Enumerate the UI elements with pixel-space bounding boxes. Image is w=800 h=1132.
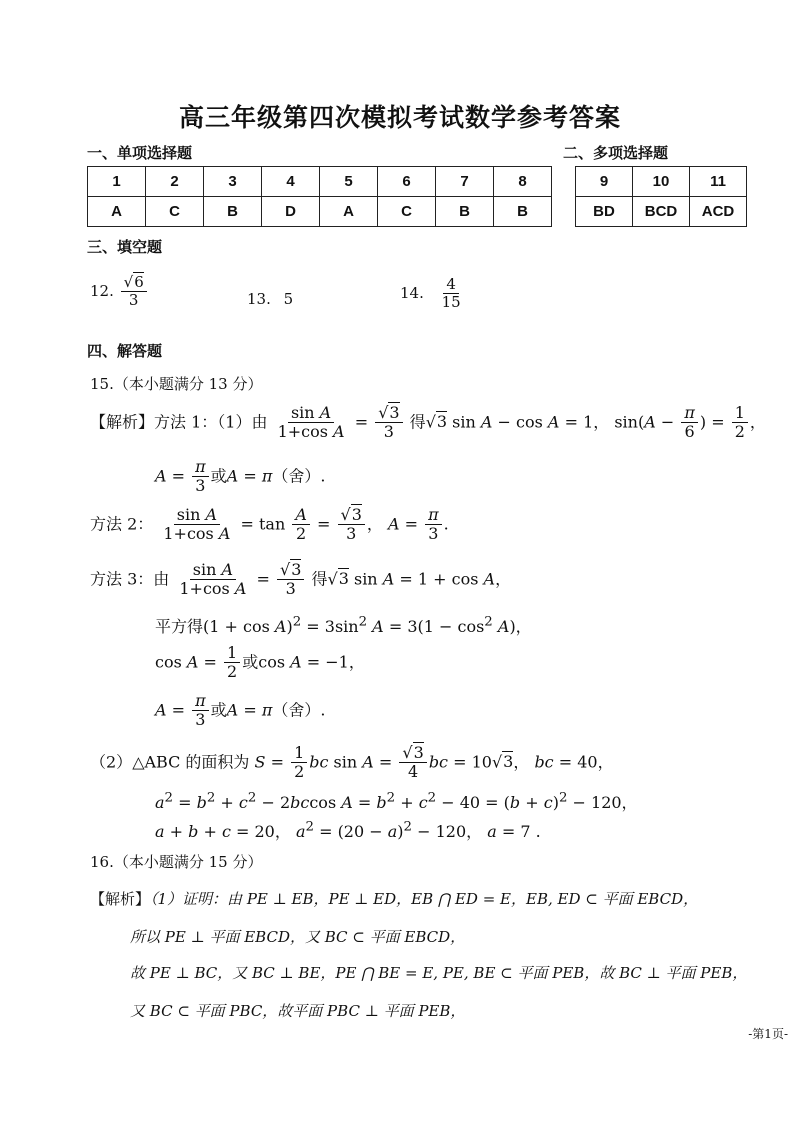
q16-line-4: 又 BC ⊂ 平面 PBC，故平面 PBC ⊥ 平面 PEB， <box>130 1002 466 1020</box>
question-15-header: 15.（本小题满分 13 分） <box>90 375 263 393</box>
table-cell: A <box>88 197 146 227</box>
table-cell: 11 <box>690 167 747 197</box>
table-cell: ACD <box>690 197 747 227</box>
text-de: 得 <box>311 569 328 589</box>
page-title: 高三年级第四次模拟考试数学参考答案 <box>178 103 621 132</box>
multi-choice-table <box>575 166 747 227</box>
method-label: 方法 2： <box>90 514 154 534</box>
table-row <box>88 167 552 197</box>
table-cell: BCD <box>633 197 690 227</box>
table-cell: C <box>146 197 204 227</box>
q15-method3-cos: cos A = $\frac{1}{2}$ 或cos A = −1， <box>155 643 365 682</box>
q15-method3-result: A = $\frac{\pi}{3}$ 或A = π（舍）. <box>155 691 326 730</box>
fill-answer-12: 12. $\frac{√6}{3}$ <box>90 274 149 310</box>
table-cell: B <box>436 197 494 227</box>
single-choice-table <box>87 166 552 227</box>
q16-line-3: 故 PE ⊥ BC，又 BC ⊥ BE，PE ⋂ BE = E, PE, BE ⊂ 平面 PEB，故 BC ⊥ 平面 PEB， <box>130 964 748 982</box>
table-cell: C <box>378 197 436 227</box>
analysis-label: 【解析】 <box>90 890 151 908</box>
text-square: 平方得 <box>155 617 204 636</box>
fill-answer-13 <box>247 290 293 308</box>
table-cell: 3 <box>204 167 262 197</box>
q15-method3-square: 平方得$(1 + \cos A)^2 = 3\sin^2$ $A = 3(1 - \cos^2 A)$， <box>155 614 532 636</box>
table-cell: 8 <box>494 167 552 197</box>
table-cell: 6 <box>378 167 436 197</box>
question-number: 12. <box>90 281 114 300</box>
table-row <box>576 197 747 227</box>
q15-part2-result: a + b + c = 20， $a^2 = (20 - a)^2 - 120$， a = 7 . <box>155 819 541 841</box>
text-discard: （舍）. <box>272 700 326 720</box>
q16-line-2: 所以 PE ⊥ 平面 EBCD，又 BC ⊂ 平面 EBCD， <box>130 928 466 946</box>
page-number: -第1页- <box>748 1027 788 1041</box>
fill-answer-14 <box>400 276 466 312</box>
section-solutions: 四、解答题 <box>87 342 163 360</box>
text-de: 得 <box>409 412 426 432</box>
area-text: △ABC 的面积为 <box>132 752 250 772</box>
q15-method3-line: 方法 3：由 $\frac{\text{sin A}}{\text{1+cos A}}$ = $\frac{√3}{3}$ 得√3 sin A = 1 + cos A， <box>90 560 512 599</box>
table-cell: 7 <box>436 167 494 197</box>
fraction-numerator: 4 <box>443 276 459 294</box>
table-cell: 5 <box>320 167 378 197</box>
method-label: 方法 3：由 <box>90 569 170 589</box>
table-cell: 2 <box>146 167 204 197</box>
q15-method1-line: 【解析】方法 1：（1）由 $\frac{\text{sin A}}{\text{1+cos A}}$ = $\frac{√3}{3}$ 得√3 sin A − cos A = 1， sin(A − $\frac{\pi}{6}$ ) = $\frac{1}{2}$ ， <box>90 403 766 442</box>
method-label: 方法 1：（1）由 <box>154 412 268 432</box>
table-cell: 4 <box>262 167 320 197</box>
q16-line-1 <box>90 888 698 909</box>
table-cell: B <box>494 197 552 227</box>
q15-part2-area: （2）△ABC 的面积为 S = $\frac{1}{2}$ bc sin A = $\frac{√3}{4}$ bc = 10√3， bc = 40， <box>90 743 614 782</box>
q15-part2-cosine: $a^2 = b^2 + c^2 - 2bccos$ $A = b^2 + c^2 - 40 = (b + c)^2 - 120$， <box>155 790 638 812</box>
q15-method2-line: 方法 2： $\frac{\text{sin A}}{\text{1+cos A}}$ = tan $\frac{A}{2}$ = $\frac{√3}{3}$ ， A = $\frac{\pi}{3}$ . <box>90 505 449 544</box>
table-row <box>88 197 552 227</box>
table-cell: 9 <box>576 167 633 197</box>
table-cell: 1 <box>88 167 146 197</box>
fraction-numerator: 6 <box>134 273 144 291</box>
text-or: 或 <box>242 652 259 672</box>
table-cell: A <box>320 197 378 227</box>
question-16-header: 16.（本小题满分 15 分） <box>90 853 263 871</box>
q15-method1-result: A = $\frac{\pi}{3}$ 或A = π（舍）. <box>155 457 326 496</box>
fraction-denominator: 3 <box>128 291 139 310</box>
table-cell: B <box>204 197 262 227</box>
section-multi-choice: 二、多项选择题 <box>563 144 669 162</box>
question-number: 13. <box>247 290 271 308</box>
question-number: 14. <box>400 283 424 302</box>
text-or: 或 <box>210 466 227 486</box>
fraction-denominator: 15 <box>441 293 461 312</box>
part-label: （2） <box>90 752 133 772</box>
q16-text: （1）证明：由 PE ⊥ EB，PE ⊥ ED，EB ⋂ ED = E，EB, ED ⊂ 平面 EBCD， <box>150 890 699 908</box>
table-cell: D <box>262 197 320 227</box>
text-discard: （舍）. <box>272 466 326 486</box>
table-cell: BD <box>576 197 633 227</box>
table-cell: 10 <box>633 167 690 197</box>
section-single-choice: 一、单项选择题 <box>87 144 193 162</box>
text-or: 或 <box>210 700 227 720</box>
analysis-label: 【解析】 <box>90 412 155 432</box>
table-row <box>576 167 747 197</box>
answer-value: 5 <box>283 290 294 308</box>
section-fill-blank: 三、填空题 <box>87 238 163 256</box>
